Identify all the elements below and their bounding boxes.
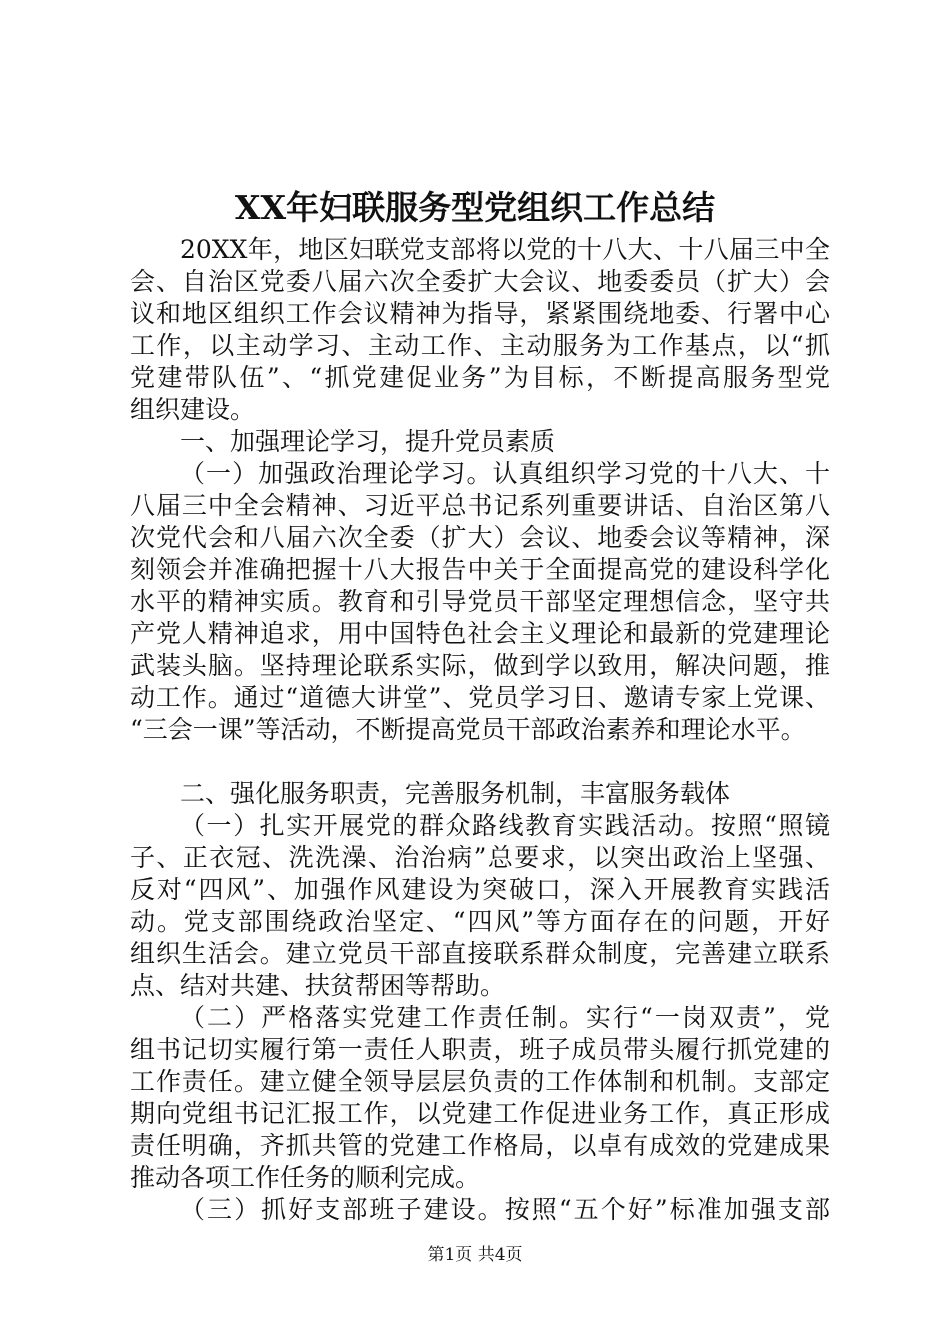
text-line: 次党代会和八届六次全委（扩大）会议、地委会议等精神，深 [130,523,830,552]
text-line: 动。党支部围绕政治坚定、“四风”等方面存在的问题，开好 [130,907,830,936]
text-line: 反对“四风”、加强作风建设为突破口，深入开展教育实践活 [130,875,830,904]
text-line: 产党人精神追求，用中国特色社会主义理论和最新的党建理论 [130,619,830,648]
text-line: 期向党组书记汇报工作，以党建工作促进业务工作，真正形成 [130,1099,830,1128]
text-line: 组书记切实履行第一责任人职责，班子成员带头履行抓党建的 [130,1035,830,1064]
text-line: 水平的精神实质。教育和引导党员干部坚定理想信念，坚守共 [130,587,830,616]
text-line: （三）抓好支部班子建设。按照“五个好”标准加强支部 [180,1195,830,1224]
text-line: 责任明确，齐抓共管的党建工作格局，以卓有成效的党建成果 [130,1131,830,1160]
text-line: “三会一课”等活动，不断提高党员干部政治素养和理论水平。 [130,715,806,744]
text-line: 刻领会并准确把握十八大报告中关于全面提高党的建设科学化 [130,555,830,584]
text-line: 组织建设。 [130,395,256,424]
text-line: 八届三中全会精神、习近平总书记系列重要讲话、自治区第八 [130,491,830,520]
text-line: （二）严格落实党建工作责任制。实行“一岗双责”，党 [180,1003,830,1032]
section-heading: 一、加强理论学习，提升党员素质 [180,427,556,456]
section-heading: 二、强化服务职责，完善服务机制，丰富服务载体 [180,779,731,808]
page-number-footer: 第1页 共4页 [427,1245,523,1265]
text-line: 组织生活会。建立党员干部直接联系群众制度，完善建立联系 [130,939,830,968]
document-body [130,234,830,1226]
text-line: 会、自治区党委八届六次全委扩大会议、地委委员（扩大）会 [130,267,830,296]
text-line: 议和地区组织工作会议精神为指导，紧紧围绕地委、行署中心 [130,299,830,328]
text-line: 动工作。通过“道德大讲堂”、党员学习日、邀请专家上党课、 [130,683,830,712]
text-line: 工作，以主动学习、主动工作、主动服务为工作基点，以“抓 [130,331,830,360]
text-line: （一）加强政治理论学习。认真组织学习党的十八大、十 [180,459,830,488]
text-line: 20XX年，地区妇联党支部将以党的十八大、十八届三中全 [180,235,830,264]
text-line: 武装头脑。坚持理论联系实际，做到学以致用，解决问题，推 [130,651,830,680]
text-line: 子、正衣冠、洗洗澡、治治病”总要求，以突出政治上坚强、 [130,843,830,872]
paragraph-spacer [130,746,830,778]
text-line: 党建带队伍”、“抓党建促业务”为目标，不断提高服务型党 [130,363,830,392]
text-line: 点、结对共建、扶贫帮困等帮助。 [130,971,506,1000]
text-line: 工作责任。建立健全领导层层负责的工作体制和机制。支部定 [130,1067,830,1096]
text-line: （一）扎实开展党的群众路线教育实践活动。按照“照镜 [180,811,830,840]
text-line: 推动各项工作任务的顺利完成。 [130,1163,481,1192]
document-title: XX年妇联服务型党组织工作总结 [234,188,716,227]
